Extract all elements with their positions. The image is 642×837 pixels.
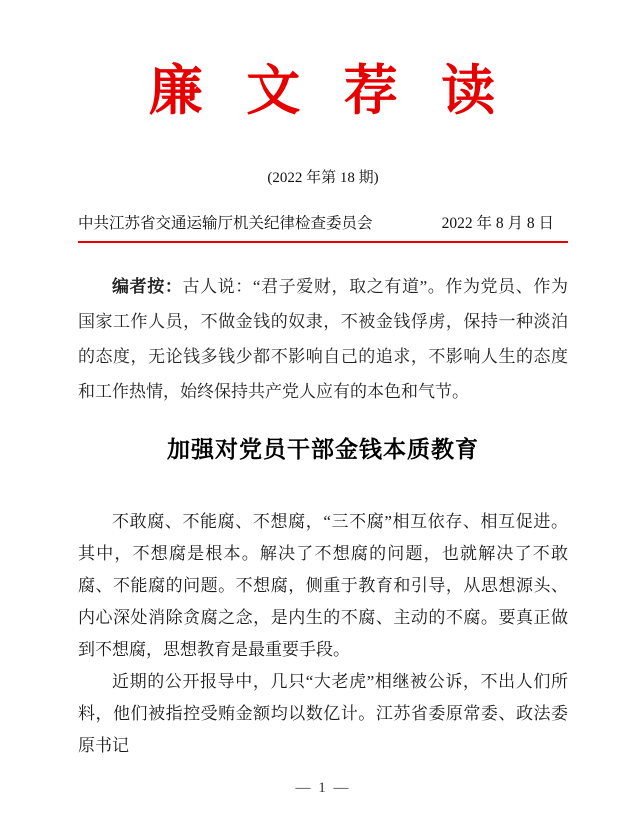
article-body — [78, 506, 568, 762]
article-paragraph-1: 不敢腐、不能腐、不想腐，“三不腐”相互依存、相互促进。其中，不想腐是根本。解决了不想腐的问题，也就解决了不敢腐、不能腐的问题。不想腐，侧重于教育和引导，从思想源头、内心深处消除贪腐之念，是内生的不腐、主动的不腐。要真正做到不想腐，思想教育是最重要手段。 — [78, 511, 568, 659]
editor-note-label: 编者按： — [112, 276, 183, 296]
page-number: — 1 — — [295, 779, 351, 796]
editor-note — [78, 269, 568, 409]
issue-date: 2022 年 8 月 8 日 — [441, 214, 554, 232]
issue-info: (2022 年第 18 期) — [267, 169, 379, 186]
org-name: 中共江苏省交通运输厅机关纪律检查委员会 — [78, 214, 373, 232]
red-divider — [78, 241, 568, 243]
article-title: 加强对党员干部金钱本质教育 — [167, 436, 479, 462]
editor-note-text: 古人说：“君子爱财，取之有道”。作为党员、作为国家工作人员，不做金钱的奴隶，不被金钱俘虏，保持一种淡泊的态度，无论钱多钱少都不影响自己的追求，不影响人生的态度和工作热情，始终保持共产党人应有的本色和气节。 — [78, 276, 569, 401]
org-date-row — [78, 211, 568, 233]
page-title: 廉 文 荐 读 — [148, 61, 498, 121]
article-paragraph-2: 近期的公开报导中，几只“大老虎”相继被公诉，不出人们所料，他们被指控受贿金额均以数亿计。江苏省委原常委、政法委原书记 — [78, 671, 568, 755]
